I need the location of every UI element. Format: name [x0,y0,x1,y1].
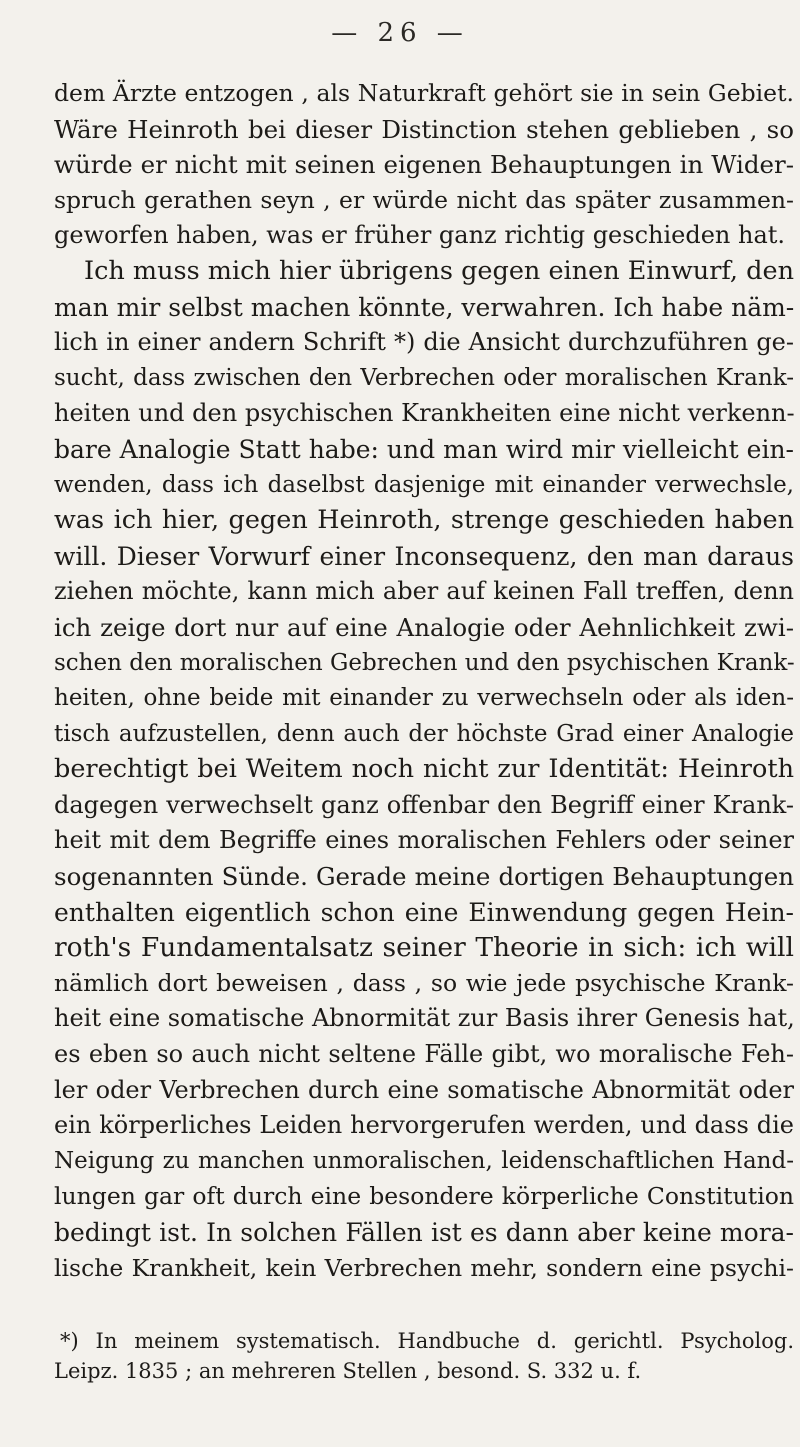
text-line: man mir selbst machen könnte, verwahren. Ich habe näm- [54,292,795,322]
text-line: heiten, ohne beide mit einander zu verwechseln oder als iden- [54,685,794,712]
text-line: würde er nicht mit seinen eigenen Behauptungen in Wider- [54,150,794,180]
footnote [54,1326,794,1386]
text-line: lungen gar oft durch eine besondere körperliche Constitution [54,1182,794,1211]
footnote-line: Leipz. 1835 ; an mehreren Stellen , besond. S. 332 u. f. [54,1359,642,1383]
text-line: ein körperliches Leiden hervorgerufen werden, und dass die [54,1111,794,1140]
text-line: spruch gerathen seyn , er würde nicht das später zusammen- [54,185,794,214]
text-line: bare Analogie Statt habe: und man wird mir vielleicht ein- [54,434,794,464]
text-line: roth's Fundamentalsatz seiner Theorie in sich: ich will [54,932,794,964]
text-line: dagegen verwechselt ganz offenbar den Begriff einer Krank- [54,790,794,819]
text-line: heit eine somatische Abnormität zur Basis ihrer Genesis hat, [54,1004,795,1033]
text-line: geworfen haben, was er früher ganz richtig geschieden hat. [54,221,786,250]
page-number: — 26 — [331,18,469,48]
text-line: nämlich dort beweisen , dass , so wie jede psychische Krank- [54,968,794,997]
text-line: lich in einer andern Schrift *) die Ansicht durchzuführen ge- [54,328,794,357]
text-line: schen den moralischen Gebrechen und den psychischen Krank- [54,649,795,676]
text-line: lische Krankheit, kein Verbrechen mehr, sondern eine psychi- [54,1253,794,1282]
text-line: es eben so auch nicht seltene Fälle gibt, wo moralische Feh- [54,1040,794,1069]
text-line: enthalten eigentlich schon eine Einwendung gegen Hein- [54,897,794,927]
text-line: ler oder Verbrechen durch eine somatische Abnormität oder [54,1075,794,1104]
text-line: tisch aufzustellen, denn auch der höchste Grad einer Analogie [54,720,794,747]
text-line: dem Ärzte entzogen , als Naturkraft gehört sie in sein Gebiet. [54,79,794,107]
text-line: was ich hier, gegen Heinroth, strenge geschieden haben [54,505,794,536]
text-line: heit mit dem Begriffe eines moralischen Fehlers oder seiner [54,826,794,855]
text-line: Wäre Heinroth bei dieser Distinction stehen geblieben , so [54,114,794,144]
text-line: Neigung zu manchen unmoralischen, leidenschaftlichen Hand- [54,1147,794,1174]
text-line: bedingt ist. In solchen Fällen ist es dann aber keine mora- [54,1218,794,1247]
text-line: will. Dieser Vorwurf einer Inconsequenz, den man daraus [54,541,794,571]
text-line: sogenannten Sünde. Gerade meine dortigen Behauptungen [54,862,794,892]
footnote-line: *) In meinem systematisch. Handbuche d. gerichtl. Psycholog. [60,1329,794,1353]
body-text [54,76,794,1286]
text-line: sucht, dass zwischen den Verbrechen oder moralischen Krank- [54,364,794,391]
text-line: Ich muss mich hier übrigens gegen einen Einwurf, den [84,255,794,286]
text-line: ziehen möchte, kann mich aber auf keinen Fall treffen, denn [54,577,794,606]
text-line: heiten und den psychischen Krankheiten eine nicht verkenn- [54,399,795,428]
text-line: wenden, dass ich daselbst dasjenige mit einander verwechsle, [54,471,794,498]
text-line: berechtigt bei Weitem noch nicht zur Identität: Heinroth [54,754,794,785]
text-line: ich zeige dort nur auf eine Analogie oder Aehnlichkeit zwi- [54,612,794,642]
